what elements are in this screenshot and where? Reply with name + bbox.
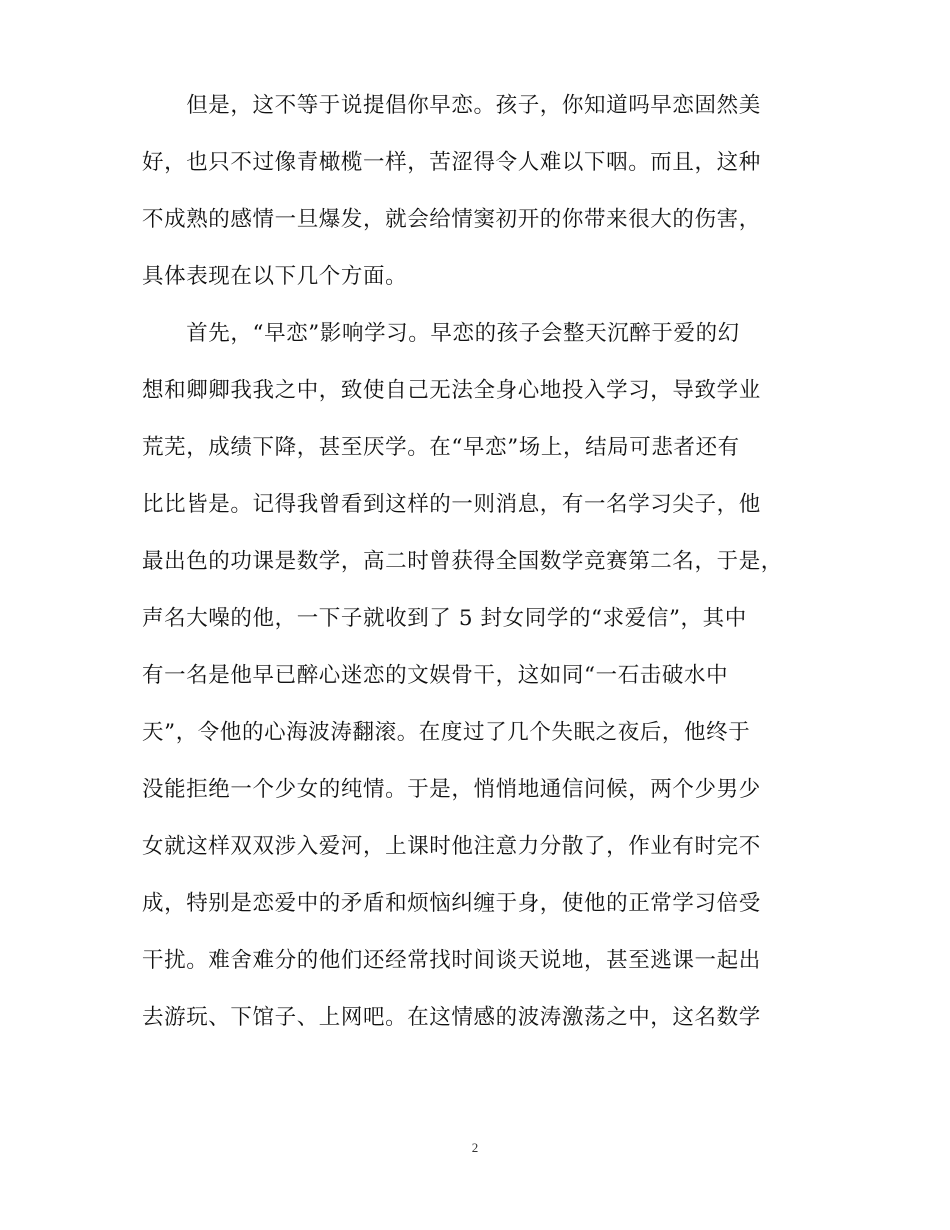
text-line: 比比皆是。记得我曾看到这样的一则消息，有一名学习尖子，他	[142, 492, 761, 517]
text-line: 声名大噪的他，一下子就收到了 5 封女同学的“求爱信”，其中	[142, 606, 747, 631]
text-line: 有一名是他早已醉心迷恋的文娱骨干，这如同“一石击破水中	[142, 663, 729, 688]
text-line: 女就这样双双涉入爱河，上课时他注意力分散了，作业有时完不	[142, 834, 761, 859]
text-line: 成，特别是恋爱中的矛盾和烦恼纠缠于身，使他的正常学习倍受	[142, 891, 761, 916]
text-line: 天”，令他的心海波涛翻滚。在度过了几个失眠之夜后，他终于	[142, 720, 751, 745]
text-line: 不成熟的感情一旦爆发，就会给情窦初开的你带来很大的伤害，	[142, 207, 761, 232]
text-line: 具体表现在以下几个方面。	[142, 264, 408, 289]
text-line: 想和卿卿我我之中，致使自己无法全身心地投入学习，导致学业	[142, 378, 761, 403]
text-line: 首先，“早恋”影响学习。早恋的孩子会整天沉醉于爱的幻	[142, 321, 740, 346]
text-line: 干扰。难舍难分的他们还经常找时间谈天说地，甚至逃课一起出	[142, 948, 761, 973]
text-line: 荒芜，成绩下降，甚至厌学。在“早恋”场上，结局可悲者还有	[142, 435, 740, 460]
text-line: 最出色的功课是数学，高二时曾获得全国数学竞赛第二名，于是，	[142, 549, 783, 574]
page-number: 2	[471, 1140, 479, 1155]
text-line: 但是，这不等于说提倡你早恋。孩子，你知道吗早恋固然美	[142, 93, 761, 118]
text-line: 去游玩、下馆子、上网吧。在这情感的波涛激荡之中，这名数学	[142, 1005, 761, 1030]
text-line: 没能拒绝一个少女的纯情。于是，悄悄地通信问候，两个少男少	[142, 777, 761, 802]
text-line: 好，也只不过像青橄榄一样，苦涩得令人难以下咽。而且，这种	[142, 150, 761, 175]
